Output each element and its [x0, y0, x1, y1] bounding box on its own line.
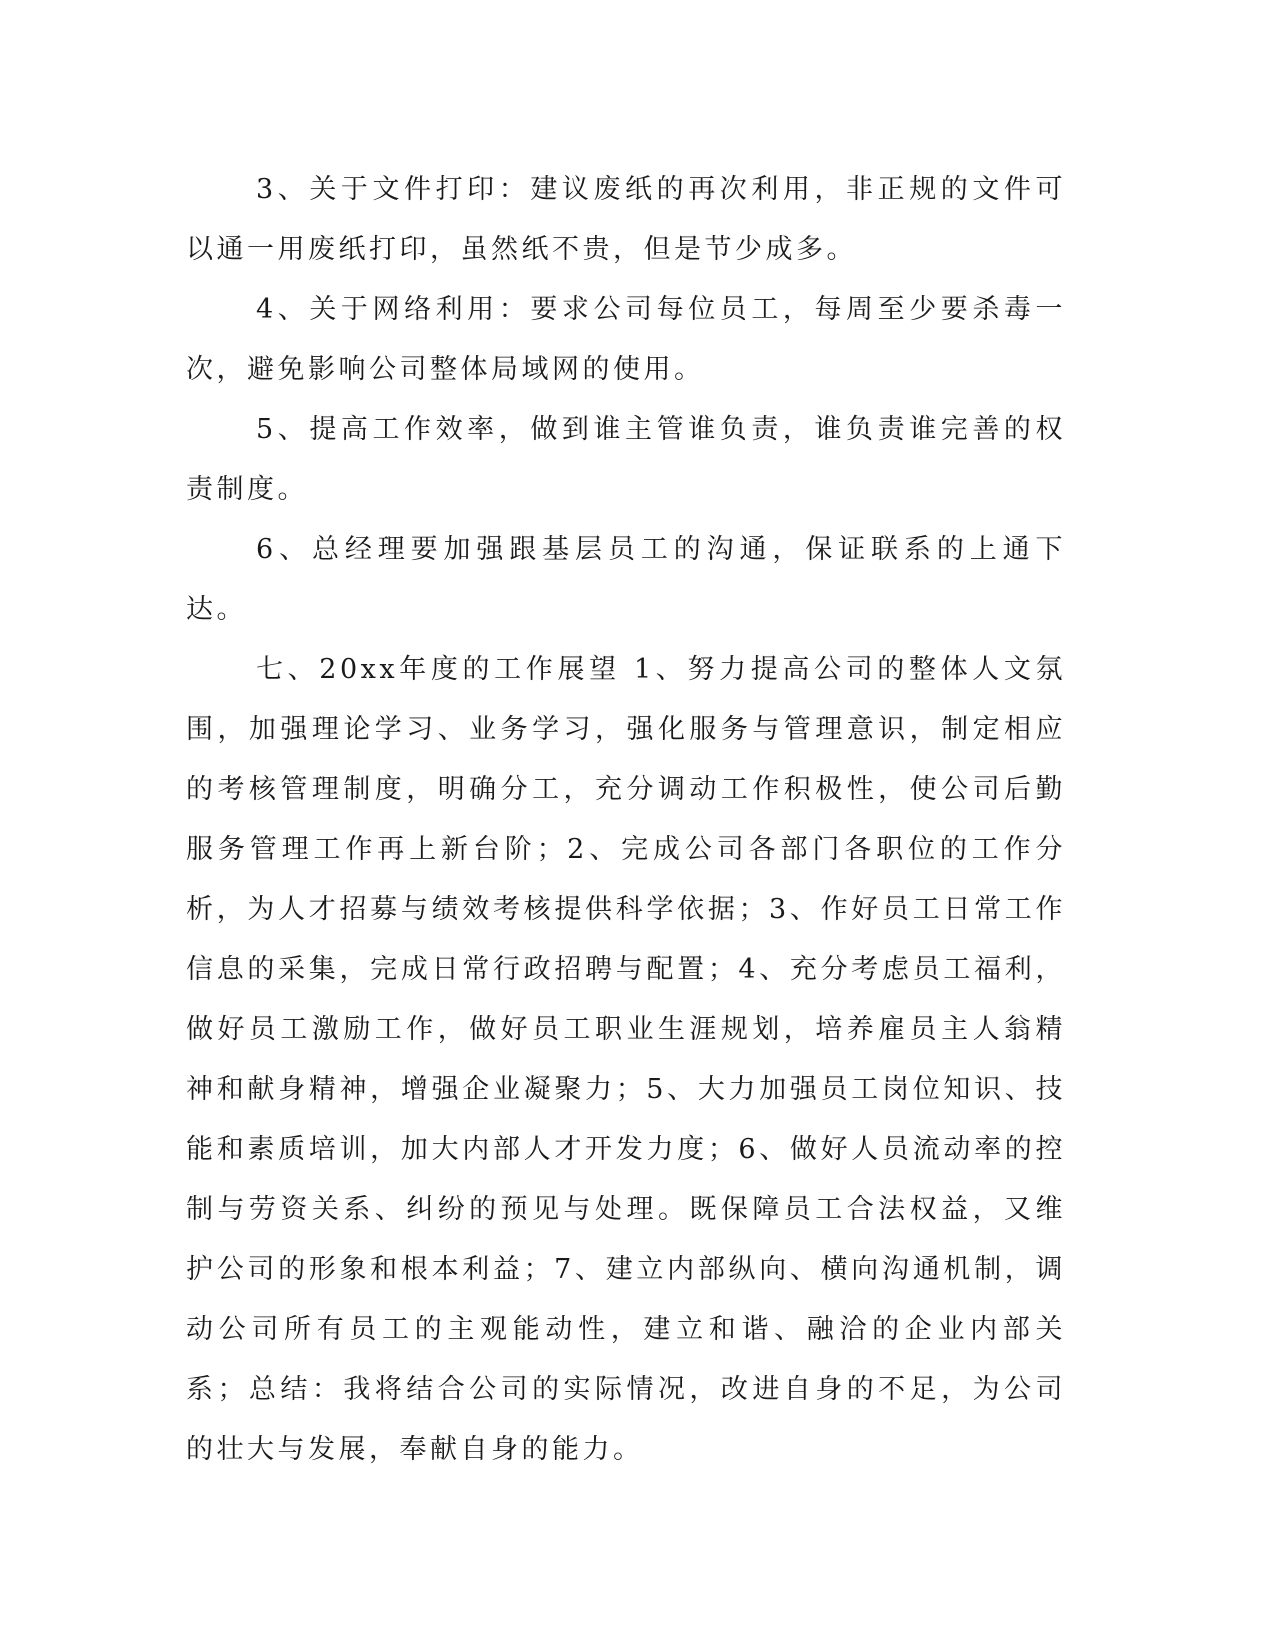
paragraph-network-usage: 4、关于网络利用：要求公司每位员工，每周至少要杀毒一次，避免影响公司整体局域网的使用。: [186, 294, 1066, 385]
document-body: [186, 160, 1066, 1480]
paragraph-work-efficiency: 5、提高工作效率，做到谁主管谁负责，谁负责谁完善的权责制度。: [186, 414, 1066, 505]
paragraph-communication: 6、总经理要加强跟基层员工的沟通，保证联系的上通下达。: [186, 534, 1066, 625]
paragraph-annual-outlook: 七、20xx年度的工作展望 1、努力提高公司的整体人文氛围，加强理论学习、业务学习，强化服务与管理意识，制定相应的考核管理制度，明确分工，充分调动工作积极性，使公司后勤服务管理工作再上新台阶；2、完成公司各部门各职位的工作分析，为人才招募与绩效考核提供科学依据；3、作好员工日常工作信息的采集，完成日常行政招聘与配置；4、充分考虑员工福利，做好员工激励工作，做好员工职业生涯规划，培养雇员主人翁精神和献身精神，增强企业凝聚力；5、大力加强员工岗位知识、技能和素质培训，加大内部人才开发力度；6、做好人员流动率的控制与劳资关系、纠纷的预见与处理。既保障员工合法权益，又维护公司的形象和根本利益；7、建立内部纵向、横向沟通机制，调动公司所有员工的主观能动性，建立和谐、融洽的企业内部关系；总结：我将结合公司的实际情况，改进自身的不足，为公司的壮大与发展，奉献自身的能力。: [186, 654, 1066, 1465]
paragraph-file-printing: 3、关于文件打印：建议废纸的再次利用，非正规的文件可以通一用废纸打印，虽然纸不贵，但是节少成多。: [186, 174, 1066, 265]
